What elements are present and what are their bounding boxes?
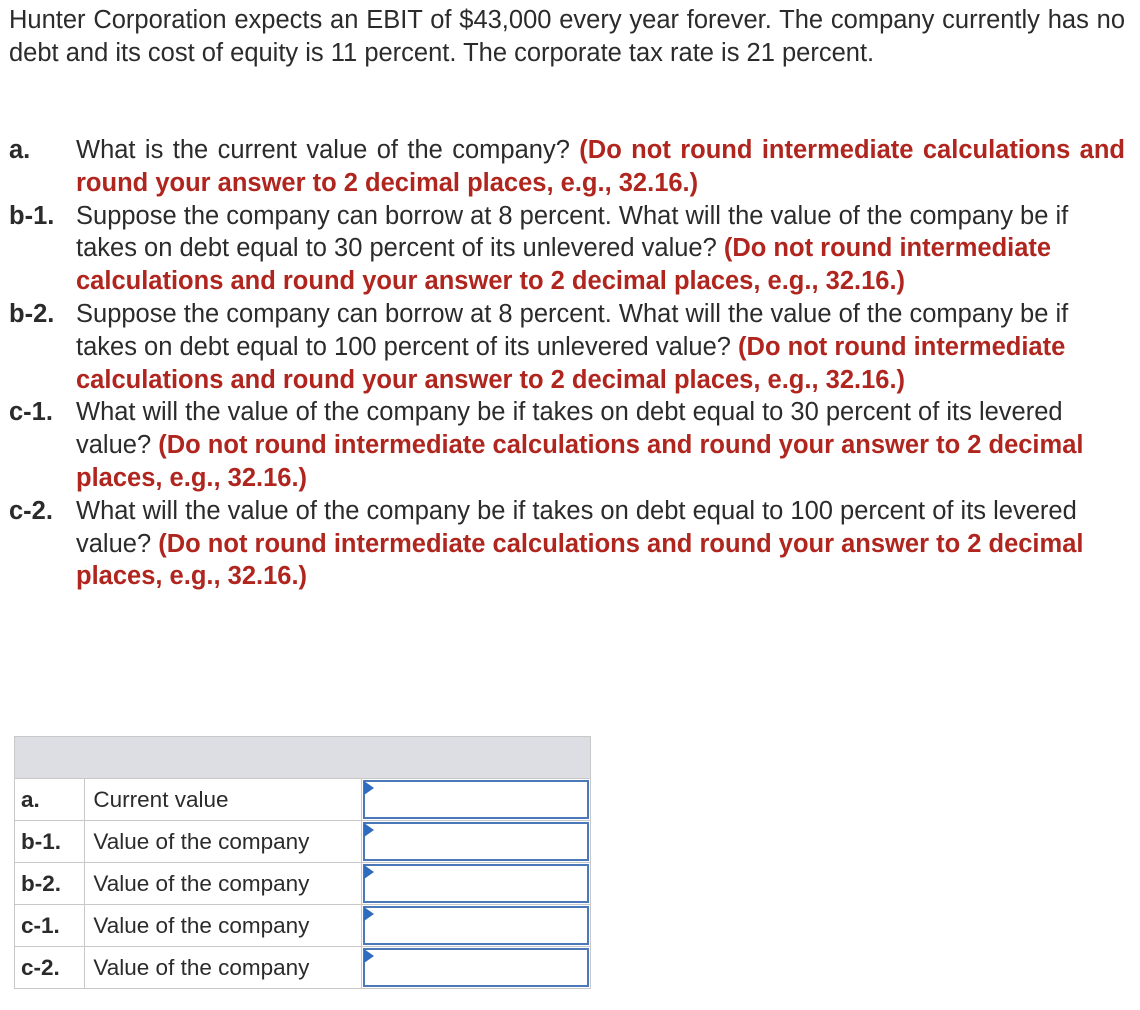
answer-table-header: [15, 737, 591, 779]
answer-row-description: Value of the company: [85, 863, 362, 905]
answer-row-b2: [15, 863, 591, 905]
question-instruction: (Do not round intermediate calculations and round your answer to 2 decimal places, e.g., 32.16.): [76, 136, 1125, 197]
question-c1: [9, 396, 1125, 494]
current-value-input[interactable]: [363, 780, 589, 819]
question-text: What will the value of the company be if takes on debt equal to 30 percent of its levered value?: [76, 398, 1063, 460]
question-list: [9, 134, 1125, 593]
answer-row-b1: [15, 821, 591, 863]
value-c2-input[interactable]: [363, 948, 589, 987]
answer-input-cell: [362, 821, 591, 863]
question-label: a.: [9, 136, 31, 164]
question-label: b-2.: [9, 299, 55, 328]
question-instruction: (Do not round intermediate calculations and round your answer to 2 decimal places, e.g., 32.16.): [76, 332, 1066, 394]
question-instruction: (Do not round intermediate calculations and round your answer to 2 decimal places, e.g., 32.16.): [76, 234, 1052, 296]
question-a: [9, 134, 1125, 200]
question-text: What will the value of the company be if takes on debt equal to 100 percent of its levered value?: [76, 496, 1077, 558]
answer-row-label: b-1.: [15, 821, 85, 863]
answer-input-cell: [362, 863, 591, 905]
answer-row-description: Value of the company: [85, 947, 362, 989]
answer-row-label: c-1.: [15, 905, 85, 947]
answer-row-label: b-2.: [15, 863, 85, 905]
answer-row-a: [15, 779, 591, 821]
question-body: [76, 298, 1125, 396]
question-text: Suppose the company can borrow at 8 percent. What will the value of the company be if takes on debt equal to 30 percent of its unlevered value?: [76, 201, 1069, 263]
question-c2: [9, 495, 1125, 593]
question-label: b-1.: [9, 201, 55, 230]
question-b1: [9, 200, 1125, 298]
answer-row-description: Value of the company: [85, 821, 362, 863]
answer-row-description: Value of the company: [85, 905, 362, 947]
question-instruction: (Do not round intermediate calculations and round your answer to 2 decimal places, e.g., 32.16.): [76, 529, 1084, 591]
question-body: [76, 200, 1125, 298]
answer-input-cell: [362, 905, 591, 947]
question-body: [76, 396, 1125, 494]
answer-input-cell: [362, 947, 591, 989]
answer-input-cell: [362, 779, 591, 821]
question-label: c-2.: [9, 496, 53, 525]
question-instruction: (Do not round intermediate calculations and round your answer to 2 decimal places, e.g., 32.16.): [76, 431, 1084, 492]
answer-row-description: Current value: [85, 779, 362, 821]
value-c1-input[interactable]: [363, 906, 589, 945]
value-b1-input[interactable]: [363, 822, 589, 861]
answer-row-c2: [15, 947, 591, 989]
question-label: c-1.: [9, 398, 53, 427]
answer-table: [14, 736, 591, 989]
question-b2: [9, 298, 1125, 396]
question-text: Suppose the company can borrow at 8 percent. What will the value of the company be if takes on debt equal to 100 percent of its unlevered value?: [76, 299, 1069, 361]
answer-row-c1: [15, 905, 591, 947]
answer-row-label: a.: [15, 779, 85, 821]
answer-row-label: c-2.: [15, 947, 85, 989]
problem-statement: Hunter Corporation expects an EBIT of $43,000 every year forever. The company currently has no debt and its cost of equity is 11 percent. The corporate tax rate is 21 percent.: [9, 6, 1125, 67]
question-text: What is the current value of the company?: [76, 136, 580, 164]
question-body: [76, 134, 1125, 200]
answer-table-header-cell: [15, 737, 591, 779]
value-b2-input[interactable]: [363, 864, 589, 903]
question-body: [76, 495, 1125, 593]
